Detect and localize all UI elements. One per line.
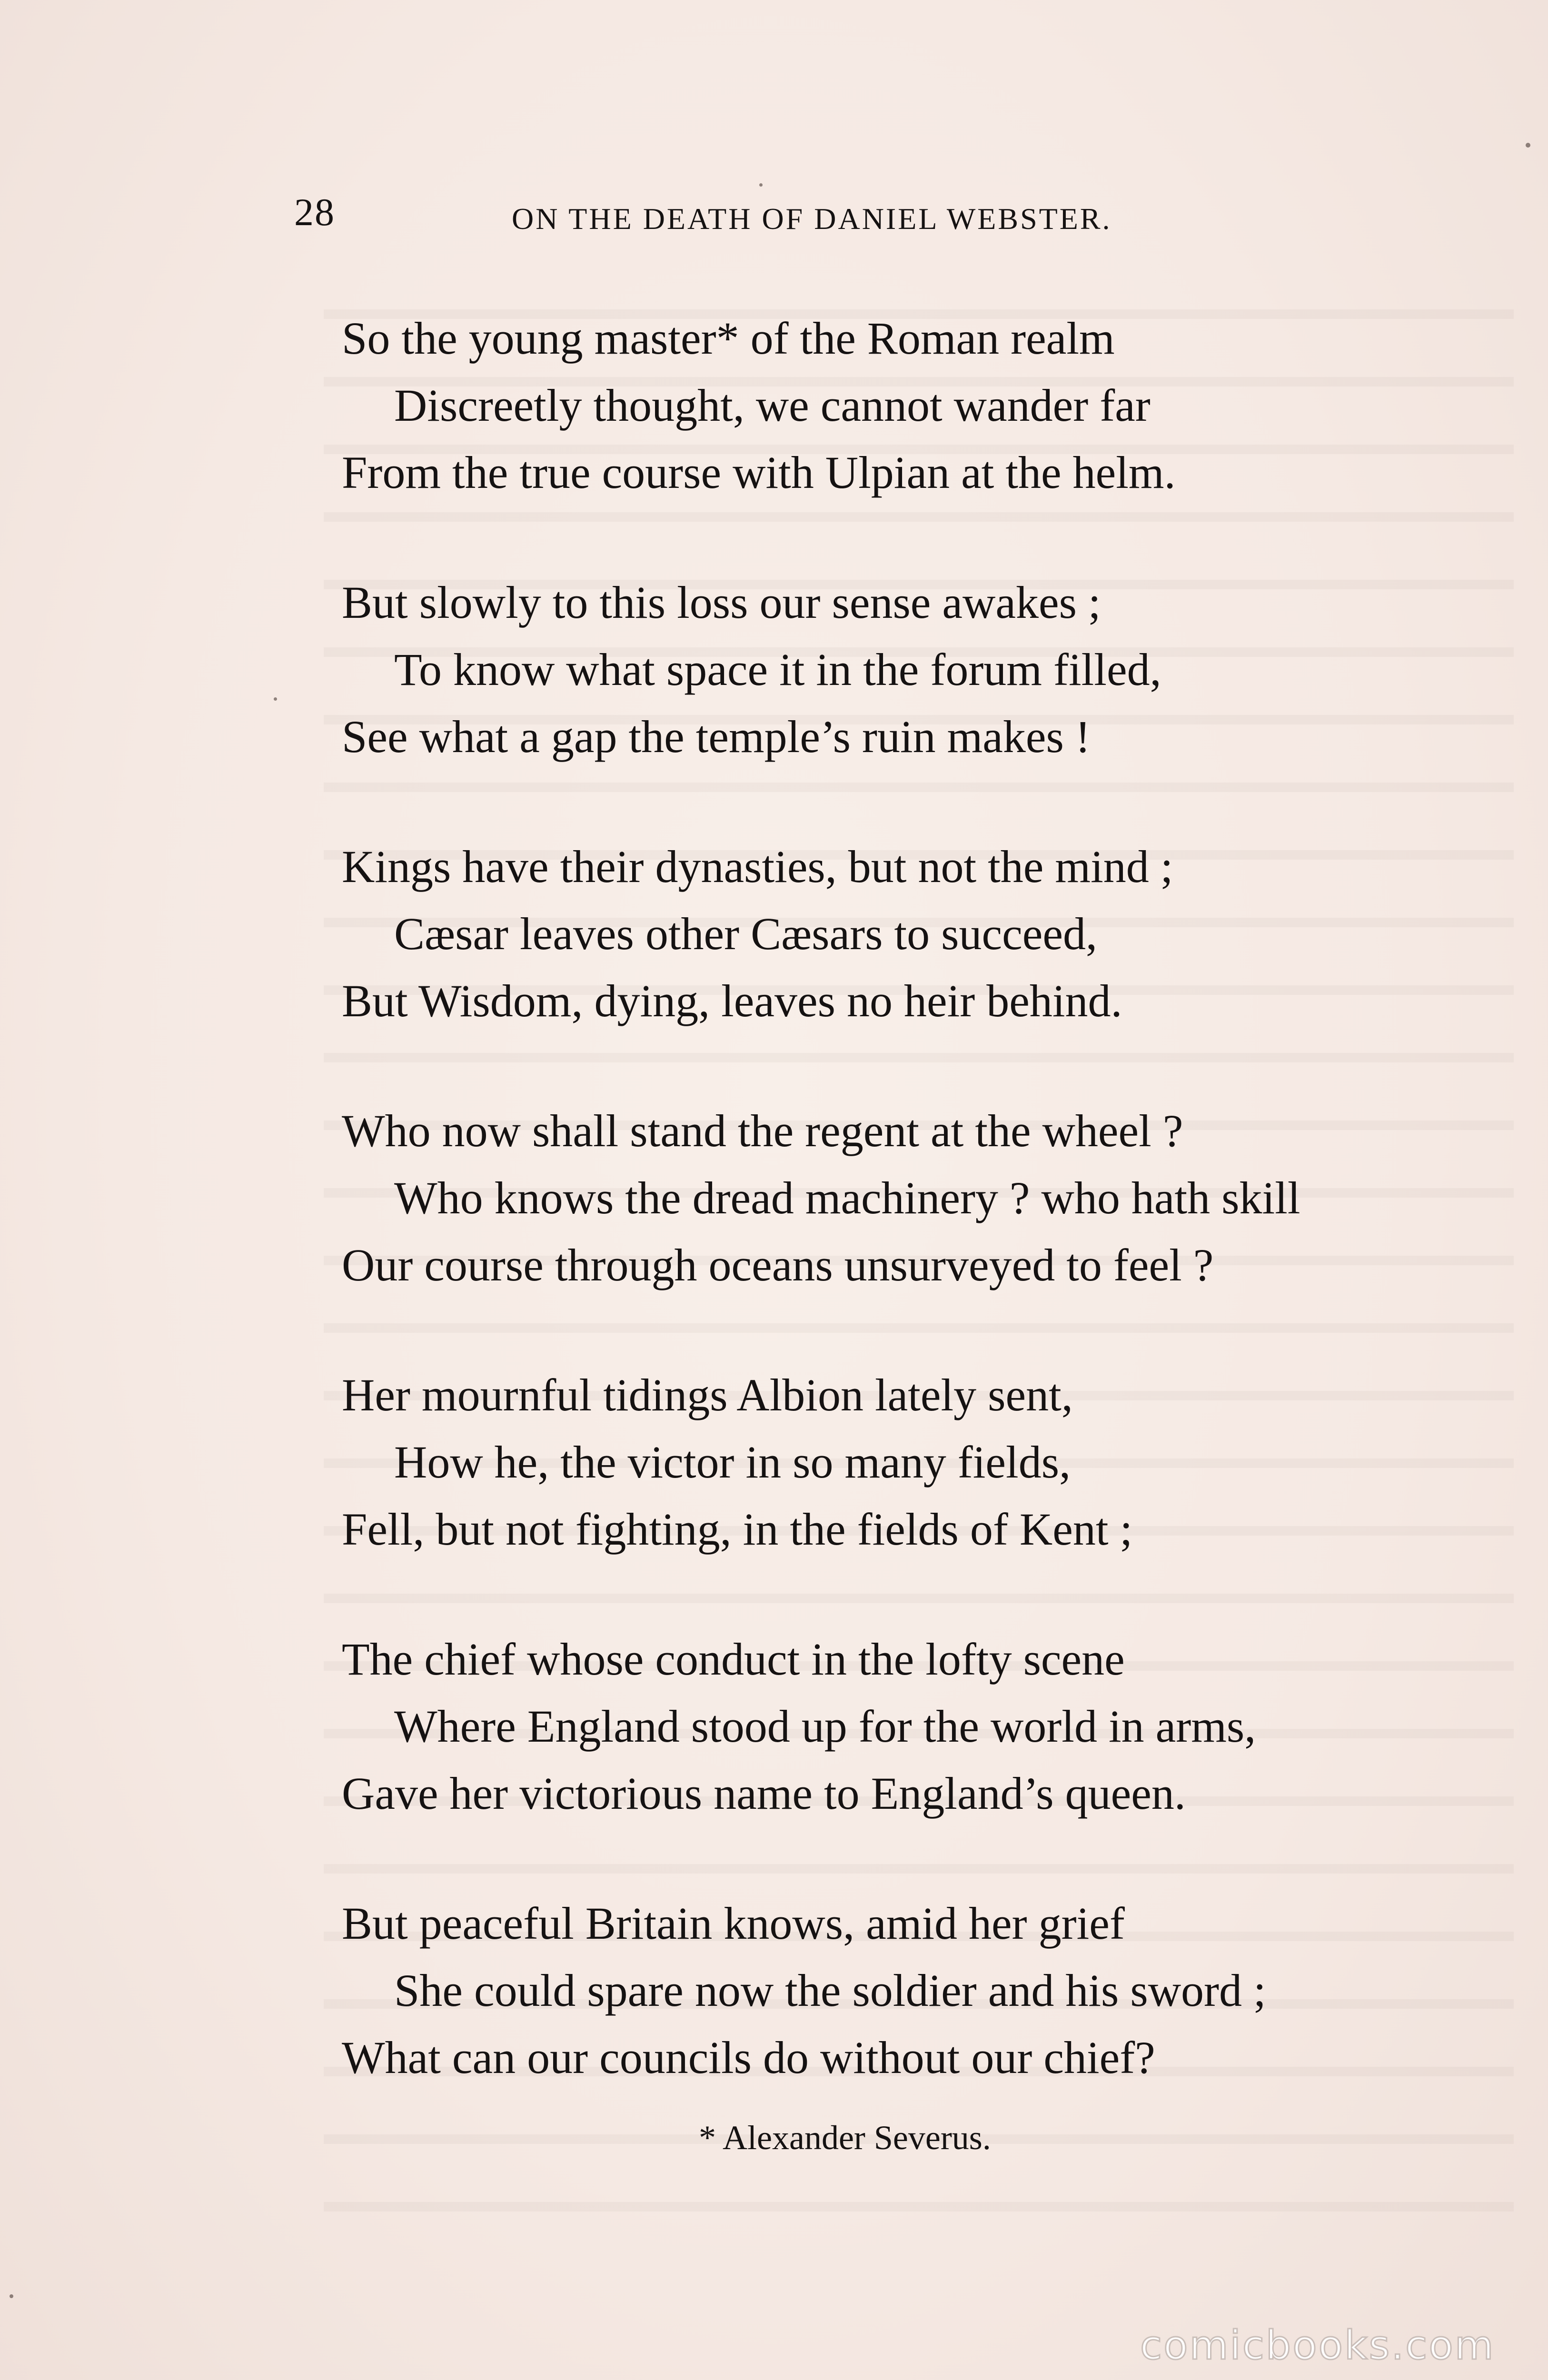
running-title: ON THE DEATH OF DANIEL WEBSTER.	[512, 202, 1112, 236]
paper-speck	[10, 2294, 13, 2298]
site-watermark: comicbooks.com	[1140, 2322, 1495, 2369]
paper-speck	[759, 183, 763, 187]
poem-line: Fell, but not fighting, in the fields of Kent ;	[342, 1504, 1133, 1555]
footnote: * Alexander Severus.	[699, 2119, 991, 2157]
poem-line: So the young master* of the Roman realm	[342, 313, 1115, 364]
poem-line: What can our councils do without our chief?	[342, 2032, 1155, 2083]
poem-line: Discreetly thought, we cannot wander far	[394, 380, 1151, 431]
poem-line: From the true course with Ulpian at the helm.	[342, 447, 1176, 498]
poem-line: The chief whose conduct in the lofty scene	[342, 1634, 1125, 1685]
stanza-7	[342, 1890, 1513, 2091]
poem-line: Our course through oceans unsurveyed to feel ?	[342, 1240, 1214, 1290]
poem-line: Gave her victorious name to England’s queen.	[342, 1768, 1186, 1819]
poem-line: But slowly to this loss our sense awakes ;	[342, 577, 1101, 628]
poem-line: To know what space it in the forum filled,	[394, 644, 1161, 695]
paper-speck	[1526, 143, 1530, 148]
stanza-2	[342, 569, 1513, 770]
stanza-5	[342, 1361, 1513, 1563]
poem-line: How he, the victor in so many fields,	[394, 1437, 1071, 1488]
stanza-6	[342, 1626, 1513, 1827]
poem-line: Who knows the dread machinery ? who hath skill	[394, 1172, 1300, 1223]
poem-line: Cæsar leaves other Cæsars to succeed,	[394, 908, 1097, 959]
paper-speck	[274, 697, 277, 701]
poem-body	[342, 305, 1513, 2157]
stanza-4	[342, 1097, 1513, 1299]
stanza-1	[342, 305, 1513, 506]
poem-line: Her mournful tidings Albion lately sent,	[342, 1369, 1073, 1420]
poem-line: But Wisdom, dying, leaves no heir behind.	[342, 975, 1122, 1026]
poem-line: Where England stood up for the world in arms,	[394, 1701, 1256, 1752]
poem-line: But peaceful Britain knows, amid her grief	[342, 1898, 1125, 1949]
poem-line: Who now shall stand the regent at the wheel ?	[342, 1105, 1183, 1156]
page-number: 28	[294, 190, 335, 234]
poem-line: She could spare now the soldier and his sword ;	[394, 1965, 1266, 2016]
stanza-3	[342, 833, 1513, 1034]
poem-line: Kings have their dynasties, but not the mind ;	[342, 841, 1173, 892]
poem-line: See what a gap the temple’s ruin makes !	[342, 711, 1091, 762]
